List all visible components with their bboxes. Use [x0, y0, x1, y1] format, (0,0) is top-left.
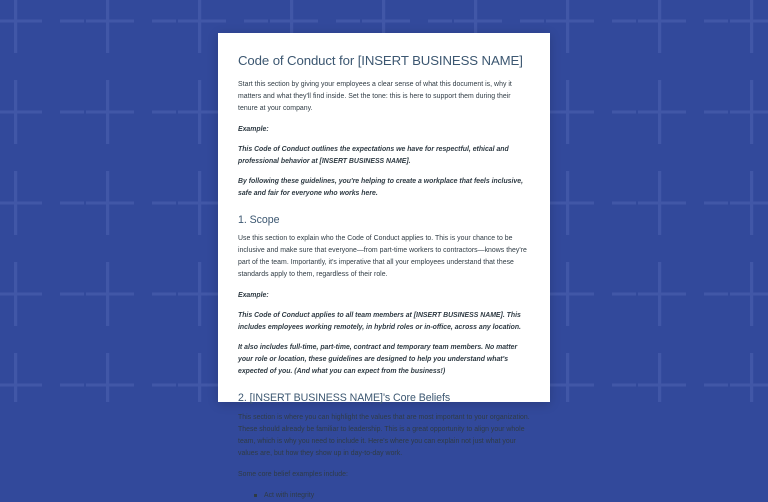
example-label-2: Example:	[238, 292, 269, 300]
section-1-paragraph: Use this section to explain who the Code of Conduct applies to. This is your chance to be inclusive and make sure that everyone—from part-time workers to contractors—knows they're part of the team. Importantly, it's imperative that all your employees understand that these standards apply to them, regardless of their role.	[238, 235, 527, 279]
example-paragraph-1a: This Code of Conduct outlines the expectations we have for respectful, ethical and professional behavior at [INSERT BUSINESS NAME].	[238, 145, 509, 165]
intro-paragraph: Start this section by giving your employees a clear sense of what this document is, why it matters and what they'll find inside. Set the tone: this is here to support them during their tenure at your company.	[238, 80, 512, 112]
example-paragraph-2b: It also includes full-time, part-time, contract and temporary team members. No matter your role or location, these guidelines are designed to help you understand what's expected of you. (And what you can expect from the business!)	[238, 344, 518, 376]
list-item: Act with integrity	[264, 490, 530, 502]
page-title: Code of Conduct for [INSERT BUSINESS NAME]	[238, 53, 523, 68]
example-label-1: Example:	[238, 125, 269, 133]
section-2-lead-in: Some core belief examples include:	[238, 470, 348, 478]
example-paragraph-1b: By following these guidelines, you're helping to create a workplace that feels inclusive, safe and fair for everyone who works here.	[238, 177, 523, 197]
section-2-paragraph: This section is where you can highlight the values that are most important to your organization. These should already be familiar to leadership. This is a great opportunity to align your whole team, which is why you need to include it. Here's where you can explain not just what your values are, but how they show up in day-to-day work.	[238, 413, 530, 457]
section-heading-scope: 1. Scope	[238, 213, 280, 226]
section-heading-core-beliefs: 2. [INSERT BUSINESS NAME]'s Core Beliefs	[238, 392, 451, 405]
document-content	[218, 33, 550, 502]
core-belief-list	[238, 490, 530, 502]
example-paragraph-2a: This Code of Conduct applies to all team members at [INSERT BUSINESS NAME]. This includes employees working remotely, in hybrid roles or in-office, across any location.	[238, 312, 521, 332]
document-page[interactable]	[218, 33, 550, 499]
